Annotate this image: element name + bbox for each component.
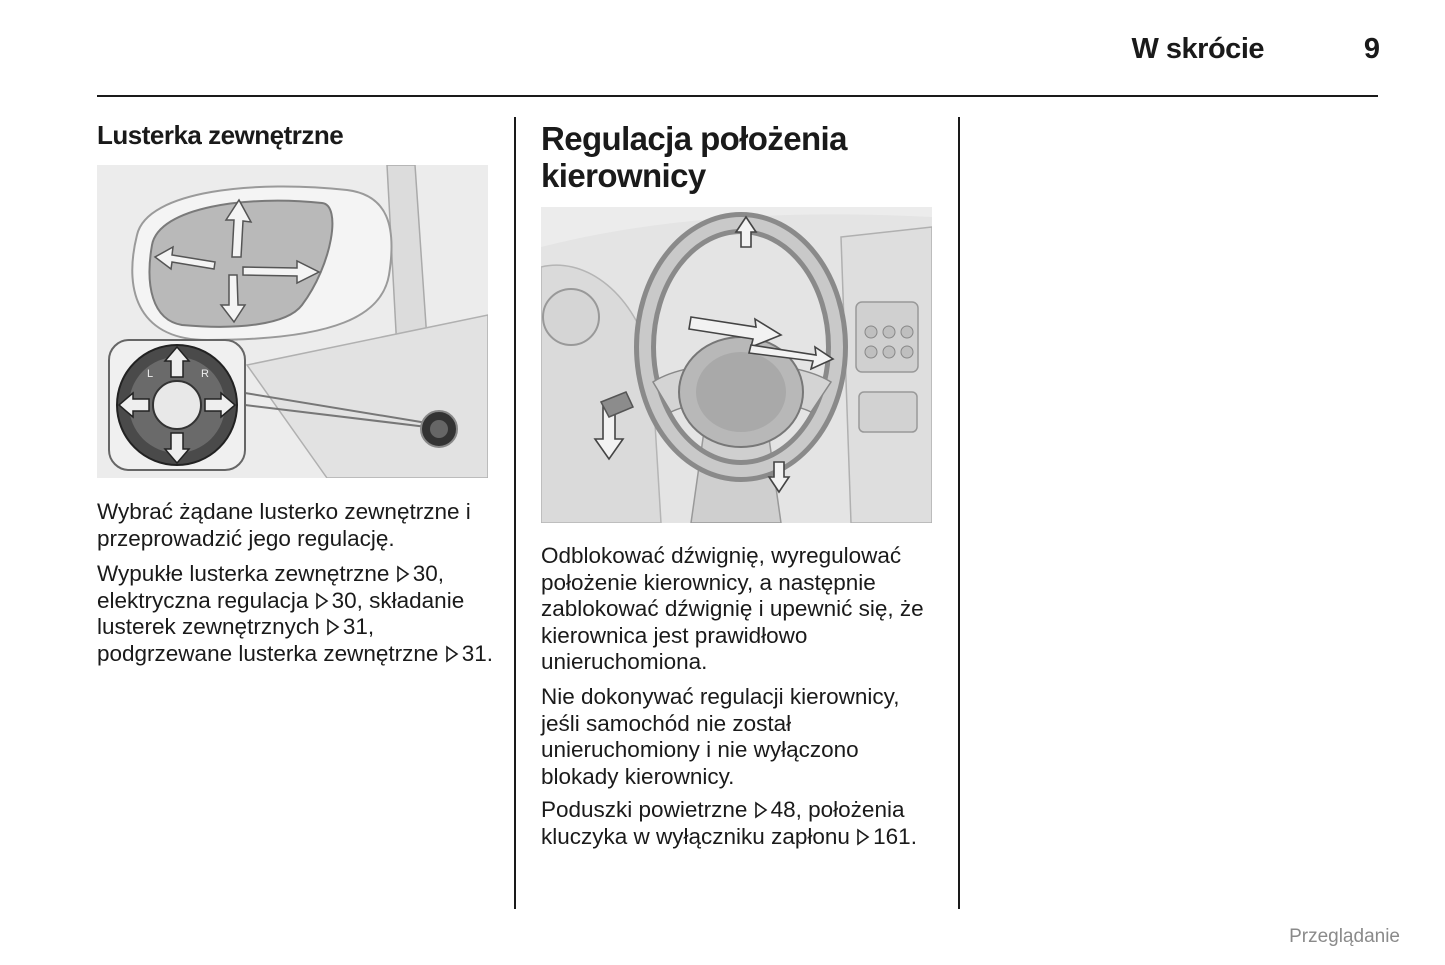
steering-text-part3: . xyxy=(910,823,917,849)
steering-adjustment-figure xyxy=(541,207,932,523)
right-mirror-letter: R xyxy=(201,368,209,380)
mirrors-text-part3: , składanie lusterek zewnętrznych xyxy=(97,587,465,639)
steering-heading-line1: Regulacja położenia xyxy=(541,120,847,157)
mirrors-paragraph-2 xyxy=(97,561,497,667)
ref-link-31-heated[interactable]: 31 xyxy=(461,640,487,666)
section-title: W skrócie xyxy=(1131,33,1264,65)
steering-text-part2: , położenia kluczyka w wyłączniku zapłonu xyxy=(541,797,905,849)
ref-link-48-airbags[interactable]: 48 xyxy=(770,797,796,822)
page-reference-arrow-icon xyxy=(396,565,410,583)
ref-link-30-electric[interactable]: 30 xyxy=(331,587,357,613)
ref-link-161-ignition[interactable]: 161 xyxy=(873,823,911,849)
mirror-adjustment-figure xyxy=(97,165,488,478)
steering-text-part1: Poduszki powietrzne xyxy=(541,797,754,822)
mirrors-text-part2: , elektryczna regulacja xyxy=(97,561,444,613)
mirror-adjustment-icon xyxy=(97,165,488,478)
page-reference-arrow-icon xyxy=(445,645,459,663)
steering-paragraph-2: Nie dokonywać regulacji kierownicy, jeśli samochód nie został unieruchomiony i nie wyłączono blokady kierownicy. xyxy=(541,684,900,789)
page-reference-arrow-icon xyxy=(315,592,329,610)
browse-link[interactable]: Przeglądanie xyxy=(1289,926,1400,947)
steering-wheel-adjustment-icon xyxy=(541,207,932,523)
mirrors-paragraph-1: Wybrać żądane lusterko zewnętrzne i przeprowadzić jego regulację. xyxy=(97,499,471,551)
steering-paragraph-3 xyxy=(541,797,941,850)
mirrors-text-part5: . xyxy=(486,640,493,666)
left-mirror-letter: L xyxy=(147,368,154,380)
mirrors-text-part1: Wypukłe lusterka zewnętrzne xyxy=(97,561,396,586)
page-reference-arrow-icon xyxy=(326,618,340,636)
page-reference-arrow-icon xyxy=(754,801,768,819)
steering-heading xyxy=(541,120,847,194)
steering-heading-line2: kierownicy xyxy=(541,157,706,194)
column-divider-left xyxy=(514,117,516,909)
page-reference-arrow-icon xyxy=(856,828,870,846)
mirrors-text-part4: , podgrzewane lusterka zewnętrzne xyxy=(97,614,445,666)
mirrors-heading: Lusterka zewnętrzne xyxy=(97,120,344,150)
ref-link-31-folding[interactable]: 31 xyxy=(342,614,368,639)
column-divider-right xyxy=(958,117,960,909)
header-divider xyxy=(97,95,1378,97)
page-number: 9 xyxy=(1363,33,1380,65)
ref-link-30-convex[interactable]: 30 xyxy=(412,561,438,586)
steering-paragraph-1: Odblokować dźwignię, wyregulować położenie kierownicy, a następnie zablokować dźwignię i upewnić się, że kierownica jest prawidłowo unieruchomiona. xyxy=(541,543,924,674)
